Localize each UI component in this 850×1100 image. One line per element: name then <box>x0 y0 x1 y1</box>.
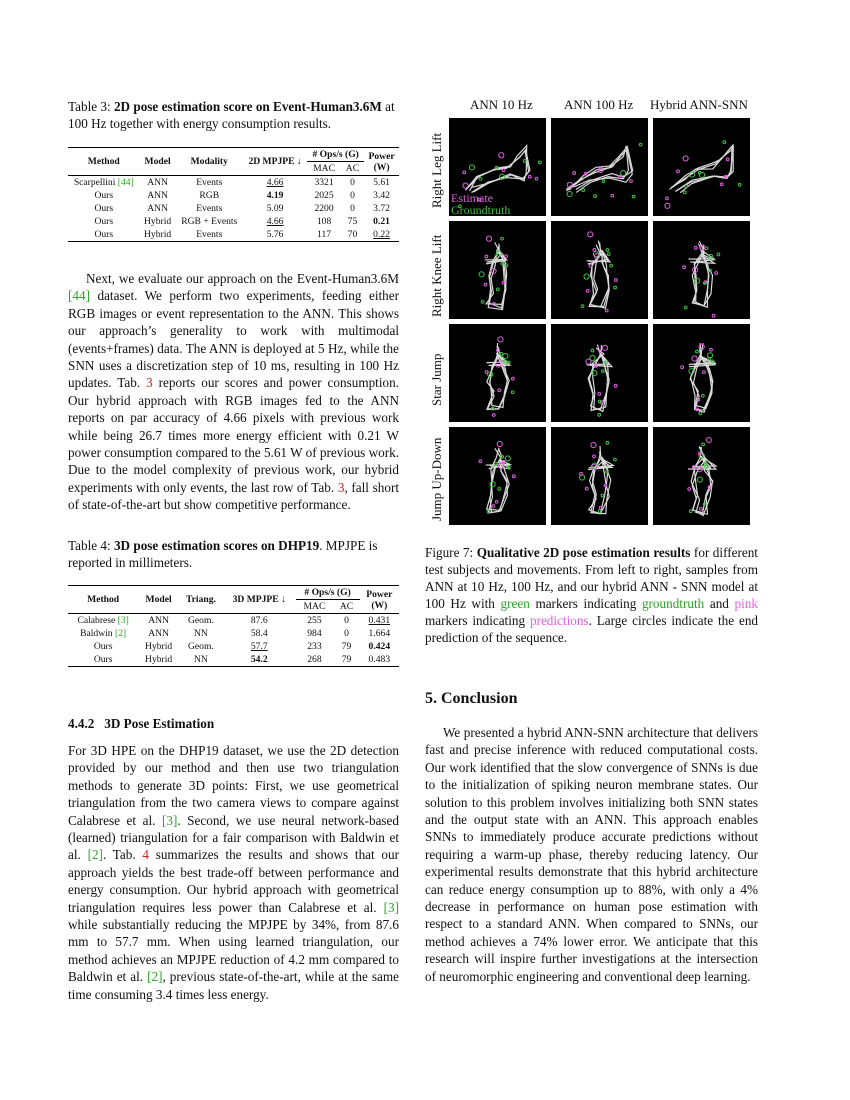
groundtruth-marker <box>501 237 504 240</box>
table-row: Ours ANN Events 5.09 2200 0 3.72 <box>94 203 390 214</box>
groundtruth-marker <box>498 488 501 491</box>
pose-figure <box>551 427 648 525</box>
groundtruth-marker <box>699 172 704 177</box>
table-row: Scarpellini [44] ANN Events 4.66 3321 0 5.61 <box>73 177 390 188</box>
groundtruth-marker <box>584 274 589 279</box>
th-method: Method <box>68 586 138 614</box>
groundtruth-marker <box>479 177 482 180</box>
citation-link[interactable]: [3] <box>383 899 399 915</box>
table4-caption: Table 4: 3D pose estimation scores on DHP19. MPJPE is reported in millimeters. <box>68 538 378 570</box>
pose-figure <box>449 324 546 422</box>
groundtruth-marker <box>689 510 692 513</box>
citation-link[interactable]: [44] <box>68 288 90 304</box>
groundtruth-marker <box>699 412 702 415</box>
prediction-marker <box>712 314 715 317</box>
th-mac: MAC <box>313 163 335 174</box>
th-model: Model <box>140 148 176 176</box>
prediction-marker <box>502 169 505 172</box>
pose-figure <box>653 427 750 525</box>
th-mpjpe: 3D MPJPE ↓ <box>223 586 296 614</box>
row-label: Right Knee Lift <box>429 234 444 317</box>
prediction-marker <box>710 348 713 351</box>
prediction-marker <box>694 246 697 249</box>
column-label: Hybrid ANN-SNN <box>650 97 748 112</box>
groundtruth-marker <box>507 361 510 364</box>
prediction-marker <box>463 171 466 174</box>
table3-caption: Table 3: 2D pose estimation score on Event-Human3.6M at 100 Hz together with energy consumption results. <box>68 99 395 131</box>
th-modality: Modality <box>176 148 243 176</box>
prediction-marker <box>602 345 607 350</box>
table-ref-link[interactable]: 4 <box>142 847 149 863</box>
groundtruth-marker <box>481 301 484 304</box>
groundtruth-marker <box>581 305 584 308</box>
table-ref-link[interactable]: 3 <box>146 375 153 391</box>
table3 <box>68 147 399 242</box>
row-label: Right Leg Lift <box>429 132 444 208</box>
groundtruth-marker <box>685 185 688 188</box>
citation-link[interactable]: [2] <box>87 847 103 863</box>
prediction-marker <box>692 356 697 361</box>
table-row: Baldwin [2] ANN NN 58.4 984 0 1.664 <box>80 628 391 639</box>
pose-thumbnail <box>653 324 750 422</box>
prediction-marker <box>593 248 596 251</box>
groundtruth-marker <box>511 391 514 394</box>
prediction-marker <box>511 377 514 380</box>
column-label: ANN 100 Hz <box>564 97 634 112</box>
groundtruth-marker <box>697 477 702 482</box>
pose-thumbnail <box>449 221 546 319</box>
pose-figure <box>653 324 750 422</box>
groundtruth-marker <box>696 350 699 353</box>
legend-groundtruth: Groundtruth <box>451 203 511 217</box>
citation-link[interactable]: [44] <box>117 177 134 188</box>
table-row: Calabrese [3] ANN Geom. 87.6 255 0 0.431 <box>77 615 391 626</box>
table3-grid <box>68 147 399 242</box>
groundtruth-marker <box>580 475 585 480</box>
table4-grid <box>68 585 399 667</box>
prediction-marker <box>485 255 488 258</box>
prediction-marker <box>498 337 503 342</box>
th-power: Power (W) <box>364 148 399 176</box>
row-label: Jump Up-Down <box>429 437 444 521</box>
table-row: Ours Hybrid RGB + Events 4.66 108 75 0.21 <box>94 216 390 227</box>
pose-thumbnail <box>653 427 750 525</box>
prediction-marker <box>502 281 505 284</box>
prediction-marker <box>580 472 583 475</box>
pose-thumbnail <box>449 324 546 422</box>
groundtruth-marker <box>567 191 572 196</box>
th-method: Method <box>68 148 140 176</box>
groundtruth-marker <box>723 141 726 144</box>
th-ops: # Ops/s (G) <box>307 148 364 162</box>
paragraph-3d-pose: For 3D HPE on the DHP19 dataset, we use the 2D detection provided by our method and then use two triangulation methods to generate 3D points: First, we use geometrical triangulation from the two camera views to compare against Calabrese et al. [3]. Second, we use neural network-based (learned) triangulation for a fair comparison with Baldwin et al. [2]. Tab. 4 summarizes the results and shows that our approach yields the best trade-off between performance and energy consumption. Our hybrid approach with geometrical triangulation requires less power than Calabrese et al. [3] while substantially reducing the MPJPE by 34%, from 87.6 mm to 57.7 mm. When using learned triangulation, our method achieves an MPJPE reduction of 4.2 mm compared to Baldwin et al. [2], previous state-of-the-art, while at the same time consuming 3.4 times less energy. <box>68 743 400 1002</box>
prediction-marker <box>614 279 617 282</box>
groundtruth-marker <box>607 253 610 256</box>
prediction-marker <box>528 175 531 178</box>
table-row: Ours Hybrid Geom. 57.7 233 79 0.424 <box>93 641 391 652</box>
prediction-marker <box>593 455 596 458</box>
groundtruth-marker <box>610 264 613 267</box>
pose-thumbnail <box>551 427 648 525</box>
pose-thumbnail <box>449 427 546 525</box>
prediction-marker <box>479 460 482 463</box>
prediction-marker <box>599 506 602 509</box>
prediction-marker <box>703 371 706 374</box>
groundtruth-marker <box>582 189 585 192</box>
prediction-marker <box>688 488 691 491</box>
prediction-marker <box>677 170 680 173</box>
pose-thumbnail <box>551 324 648 422</box>
groundtruth-marker <box>496 288 499 291</box>
groundtruth-marker <box>698 171 701 174</box>
groundtruth-marker <box>632 195 635 198</box>
prediction-marker <box>588 232 593 237</box>
groundtruth-marker <box>606 441 609 444</box>
pose-thumbnail <box>653 221 750 319</box>
groundtruth-marker <box>503 353 508 358</box>
th-mpjpe: 2D MPJPE ↓ <box>243 148 307 176</box>
groundtruth-marker <box>606 470 609 473</box>
groundtruth-marker <box>606 249 609 252</box>
groundtruth-marker <box>500 352 503 355</box>
groundtruth-marker <box>684 306 687 309</box>
groundtruth-marker <box>639 143 642 146</box>
citation-link[interactable]: [2] <box>147 969 163 985</box>
figure7-grid <box>449 118 751 526</box>
prediction-marker <box>498 389 501 392</box>
groundtruth-marker <box>602 180 605 183</box>
prediction-marker <box>573 172 576 175</box>
prediction-marker <box>681 366 684 369</box>
groundtruth-marker <box>591 349 594 352</box>
pose-thumbnail <box>551 221 648 319</box>
prediction-marker <box>618 175 621 178</box>
prediction-marker <box>486 236 491 241</box>
paragraph-event-human: Next, we evaluate our approach on the Event-Human3.6M [44] dataset. We perform two experiments, feeding either RGB images or event representation to the ANN. This shows our approach’s generality to work with multimodal (events+frames) data. The ANN is deployed at 5 Hz, while the SNN uses a discretization step of 10 ms, resulting in 100 Hz updates. Tab. 3 reports our scores and power consumption. Our hybrid approach with RGB images fed to the ANN reports on par accuracy of 4.66 pixels with previous work while being 26.7 times more energy efficient with 0.21 W power consumption compared to the 5.61 W of previous work. Due to the model complexity of previous work, our hybrid experiments with only events, the last row of Tab. 3, fall short of state-of-the-art but show competitive performance. <box>68 271 400 513</box>
column-label: ANN 10 Hz <box>470 97 533 112</box>
groundtruth-marker <box>738 183 741 186</box>
prediction-marker <box>499 153 504 158</box>
th-power: Power (W) <box>360 586 399 614</box>
prediction-marker <box>683 266 686 269</box>
th-model: Model <box>138 586 179 614</box>
figure7-caption: Figure 7: Qualitative 2D pose estimation results for different test subjects and movements. From left to right, samples from ANN at 10 Hz, 100 Hz, and our hybrid ANN - SNN model at 100 Hz with green markers indicating groundtruth and pink markers indicating predictions. Large circles indicate the end prediction of the sequence. <box>425 545 759 645</box>
pose-thumbnail <box>653 118 750 216</box>
groundtruth-marker <box>501 262 504 265</box>
groundtruth-marker <box>523 160 526 163</box>
citation-link[interactable]: [3] <box>161 812 178 828</box>
pose-figure <box>551 324 648 422</box>
groundtruth-marker <box>717 253 720 256</box>
groundtruth-marker <box>505 456 510 461</box>
pose-figure <box>653 118 750 216</box>
groundtruth-marker <box>613 458 616 461</box>
th-ac: AC <box>339 601 354 612</box>
table4 <box>68 585 399 667</box>
prediction-marker <box>683 156 688 161</box>
table-row: Ours Hybrid NN 54.2 268 79 0.483 <box>68 653 399 667</box>
prediction-marker <box>598 392 601 395</box>
section-heading-conclusion: 5. Conclusion <box>425 690 518 707</box>
groundtruth-marker <box>708 357 711 360</box>
pose-figure <box>449 221 546 319</box>
groundtruth-marker <box>598 510 601 513</box>
th-ops: # Ops/s (G) <box>296 586 360 600</box>
section-heading-442: 4.4.2 3D Pose Estimation <box>68 716 215 731</box>
pose-thumbnail <box>551 118 648 216</box>
prediction-marker <box>585 487 588 490</box>
groundtruth-marker <box>469 165 474 170</box>
prediction-marker <box>614 384 617 387</box>
prediction-marker <box>720 183 723 186</box>
prediction-marker <box>726 158 729 161</box>
prediction-marker <box>706 437 711 442</box>
prediction-marker <box>505 255 508 258</box>
groundtruth-marker <box>705 247 708 250</box>
prediction-marker <box>484 283 487 286</box>
legend-estimate: Estimate <box>451 191 493 205</box>
prediction-marker <box>591 442 596 447</box>
prediction-marker <box>586 290 589 293</box>
prediction-marker <box>535 177 538 180</box>
groundtruth-marker <box>495 462 498 465</box>
prediction-marker <box>665 203 670 208</box>
table-row: Ours ANN RGB 4.19 2025 0 3.42 <box>94 190 390 201</box>
prediction-marker <box>495 500 498 503</box>
groundtruth-marker <box>538 161 541 164</box>
th-mac: MAC <box>303 601 326 612</box>
groundtruth-marker <box>621 171 626 176</box>
citation-link[interactable]: [3] <box>117 615 129 626</box>
table-row: Ours Hybrid Events 5.76 117 70 0.22 <box>68 228 399 242</box>
prediction-marker <box>604 484 607 487</box>
pose-figure <box>551 221 648 319</box>
pose-figure <box>551 118 648 216</box>
groundtruth-marker <box>683 191 686 194</box>
prediction-marker <box>512 475 515 478</box>
groundtruth-marker <box>601 494 604 497</box>
groundtruth-marker <box>614 286 617 289</box>
groundtruth-marker <box>479 272 484 277</box>
groundtruth-marker <box>702 443 705 446</box>
table-ref-link[interactable]: 3 <box>337 479 345 495</box>
prediction-marker <box>485 371 488 374</box>
th-ac: AC <box>345 163 360 174</box>
groundtruth-marker <box>598 400 601 403</box>
prediction-marker <box>605 309 608 312</box>
groundtruth-marker <box>594 195 597 198</box>
prediction-marker <box>492 505 495 508</box>
row-label: Star Jump <box>429 353 444 406</box>
prediction-marker <box>492 414 495 417</box>
prediction-marker <box>463 183 468 188</box>
groundtruth-marker <box>505 264 508 267</box>
citation-link[interactable]: [2] <box>115 628 127 639</box>
prediction-marker <box>586 359 591 364</box>
prediction-marker <box>497 441 502 446</box>
groundtruth-marker <box>598 413 601 416</box>
prediction-marker <box>589 264 592 267</box>
prediction-marker <box>666 197 669 200</box>
prediction-marker <box>611 194 614 197</box>
pose-figure <box>449 427 546 525</box>
prediction-marker <box>630 180 633 183</box>
groundtruth-marker <box>601 370 604 373</box>
groundtruth-marker <box>701 394 704 397</box>
pose-figure <box>653 221 750 319</box>
th-triang: Triang. <box>179 586 223 614</box>
paragraph-conclusion: We presented a hybrid ANN-SNN architecture that delivers fast and precise inference with reduced computational costs. Our work identified that the slow convergence of SNNs is due to the initialization of spiking neuron membrane states. Our solution to this problem involves initializing both SNN states and the output state with an ANN. This approach enables SNNs to immediately produce accurate predictions without requiring a warm-up phase, thereby reducing latency. Our experimental results demonstrate that this hybrid architecture can reduce energy consumption up to 88%, with only a 4% decrease in performance on human pose estimation with respect to a standard ANN. When compared to SNNs, our method achieves a 74% lower error. We anticipate that this research will inspire further investigations at the intersection of neuromorphic engineering and conventional deep learning. <box>425 725 758 984</box>
prediction-marker <box>715 272 718 275</box>
prediction-marker <box>699 507 702 510</box>
